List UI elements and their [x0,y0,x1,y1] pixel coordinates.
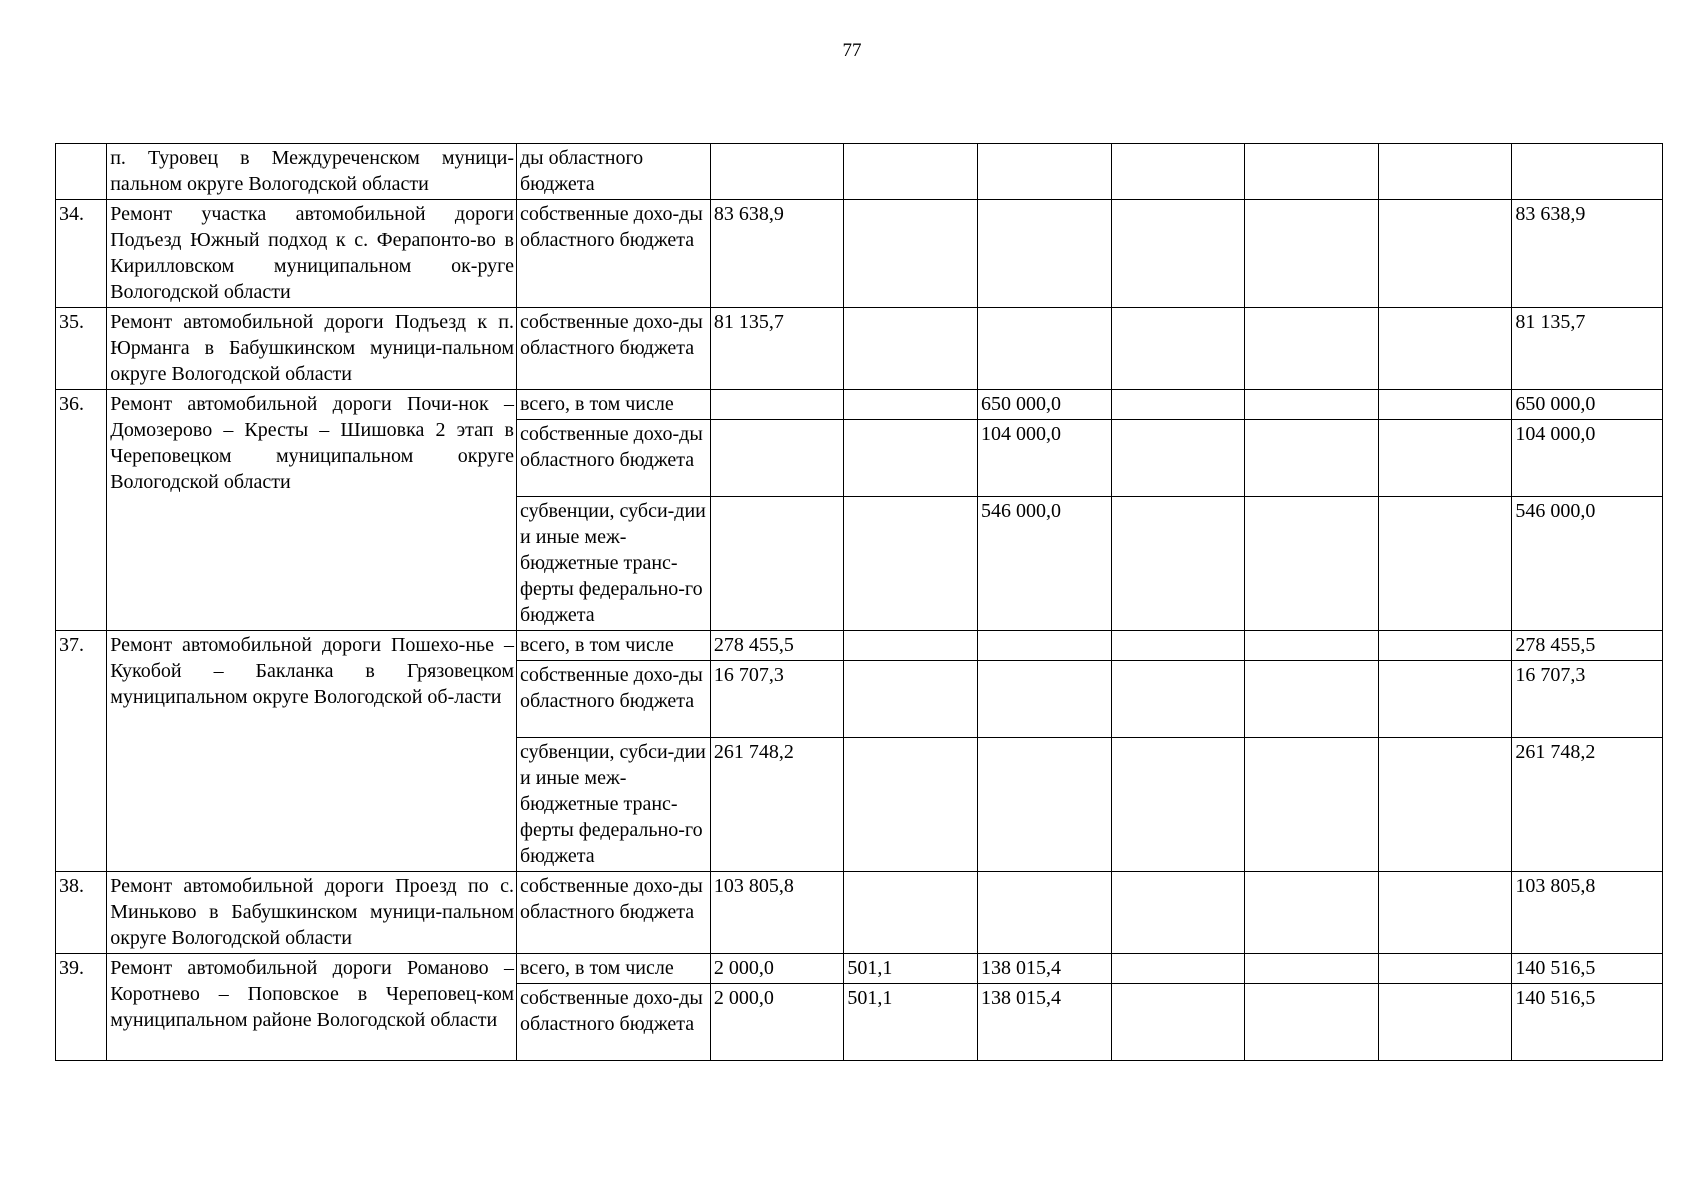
funding-source: субвенции, субси-дии и иные меж-бюджетные транс-ферты федерально-го бюджета [517,497,711,631]
value-cell [1245,631,1379,661]
value-cell [844,390,978,420]
value-cell [844,872,978,954]
value-cell [1111,497,1245,631]
value-cell [844,631,978,661]
value-cell [978,872,1112,954]
value-cell [978,738,1112,872]
table-row [56,954,1663,984]
value-cell [1378,738,1512,872]
value-cell [978,144,1112,200]
value-cell [1111,390,1245,420]
table-body [56,144,1663,1061]
table-row [56,200,1663,308]
row-number: 38. [56,872,107,954]
value-cell [1378,954,1512,984]
value-cell [710,497,844,631]
value-cell: 2 000,0 [710,954,844,984]
total-value: 140 516,5 [1512,984,1663,1061]
value-cell [1245,738,1379,872]
object-name: Ремонт автомобильной дороги Почи-нок – Домозерово – Кресты – Шишовка 2 этап в Череповецком муниципальном округе Вологодской области [107,390,517,631]
value-cell [978,631,1112,661]
value-cell: 2 000,0 [710,984,844,1061]
object-name: Ремонт автомобильной дороги Подъезд к п. Юрманга в Бабушкинском муници-пальном округе Вологодской области [107,308,517,390]
value-cell: 501,1 [844,984,978,1061]
value-cell [1378,984,1512,1061]
funding-source: всего, в том числе [517,631,711,661]
value-cell [978,200,1112,308]
value-cell: 501,1 [844,954,978,984]
object-name: Ремонт автомобильной дороги Проезд по с. Миньково в Бабушкинском муници-пальном округе Вологодской области [107,872,517,954]
row-number: 35. [56,308,107,390]
total-value: 140 516,5 [1512,954,1663,984]
total-value: 103 805,8 [1512,872,1663,954]
funding-source: субвенции, субси-дии и иные меж-бюджетные транс-ферты федерально-го бюджета [517,738,711,872]
object-name: Ремонт автомобильной дороги Пошехо-нье – Кукобой – Бакланка в Грязовецком муниципальном округе Вологодской об-ласти [107,631,517,872]
value-cell [1111,144,1245,200]
value-cell: 103 805,8 [710,872,844,954]
value-cell: 81 135,7 [710,308,844,390]
funding-source: собственные дохо-ды областного бюджета [517,420,711,497]
value-cell: 138 015,4 [978,984,1112,1061]
total-value: 16 707,3 [1512,661,1663,738]
funding-source: собственные дохо-ды областного бюджета [517,200,711,308]
value-cell [1245,661,1379,738]
value-cell [1378,200,1512,308]
value-cell [844,144,978,200]
value-cell [1378,308,1512,390]
value-cell [844,497,978,631]
page-number: 77 [842,40,862,61]
value-cell [1245,308,1379,390]
value-cell [1378,631,1512,661]
total-value: 650 000,0 [1512,390,1663,420]
total-value: 83 638,9 [1512,200,1663,308]
value-cell [978,661,1112,738]
object-name: Ремонт участка автомобильной дороги Подъезд Южный подход к с. Ферапонто-во в Кирилловском муниципальном ок-руге Вологодской области [107,200,517,308]
value-cell [1245,984,1379,1061]
value-cell [1245,954,1379,984]
total-value: 546 000,0 [1512,497,1663,631]
value-cell: 104 000,0 [978,420,1112,497]
value-cell: 83 638,9 [710,200,844,308]
object-name: Ремонт автомобильной дороги Романово – Коротнево – Поповское в Череповец-ком муниципальном районе Вологодской области [107,954,517,1061]
value-cell [1378,420,1512,497]
funding-source: собственные дохо-ды областного бюджета [517,308,711,390]
value-cell: 261 748,2 [710,738,844,872]
total-value: 278 455,5 [1512,631,1663,661]
value-cell [844,661,978,738]
value-cell [1245,144,1379,200]
value-cell [1111,984,1245,1061]
total-value: 261 748,2 [1512,738,1663,872]
value-cell [1245,497,1379,631]
table-row [56,390,1663,420]
table-row [56,872,1663,954]
funding-source: всего, в том числе [517,954,711,984]
value-cell [1111,420,1245,497]
value-cell: 546 000,0 [978,497,1112,631]
funding-source: собственные дохо-ды областного бюджета [517,661,711,738]
value-cell [1378,497,1512,631]
value-cell [1111,661,1245,738]
row-number: 39. [56,954,107,1061]
row-number: 34. [56,200,107,308]
funding-source: собственные дохо-ды областного бюджета [517,872,711,954]
table-row [56,308,1663,390]
value-cell [1111,200,1245,308]
value-cell [710,144,844,200]
value-cell [1245,200,1379,308]
value-cell [1111,308,1245,390]
value-cell [1245,390,1379,420]
value-cell [1111,738,1245,872]
value-cell: 16 707,3 [710,661,844,738]
budget-table [55,143,1663,1061]
object-name: п. Туровец в Междуреченском муници-пальном округе Вологодской области [107,144,517,200]
total-value: 81 135,7 [1512,308,1663,390]
value-cell [1111,631,1245,661]
value-cell [1378,661,1512,738]
row-number: 36. [56,390,107,631]
funding-source: собственные дохо-ды областного бюджета [517,984,711,1061]
value-cell [1245,420,1379,497]
value-cell [710,390,844,420]
table-row [56,144,1663,200]
funding-source: всего, в том числе [517,390,711,420]
value-cell: 278 455,5 [710,631,844,661]
value-cell [844,308,978,390]
value-cell [710,420,844,497]
value-cell: 650 000,0 [978,390,1112,420]
value-cell [844,420,978,497]
total-value: 104 000,0 [1512,420,1663,497]
value-cell [1378,144,1512,200]
value-cell [1245,872,1379,954]
value-cell: 138 015,4 [978,954,1112,984]
value-cell [1111,954,1245,984]
row-number [56,144,107,200]
value-cell [844,738,978,872]
row-number: 37. [56,631,107,872]
value-cell [844,200,978,308]
value-cell [1378,872,1512,954]
total-value [1512,144,1663,200]
value-cell [978,308,1112,390]
funding-source: ды областного бюджета [517,144,711,200]
table-row [56,631,1663,661]
value-cell [1111,872,1245,954]
value-cell [1378,390,1512,420]
